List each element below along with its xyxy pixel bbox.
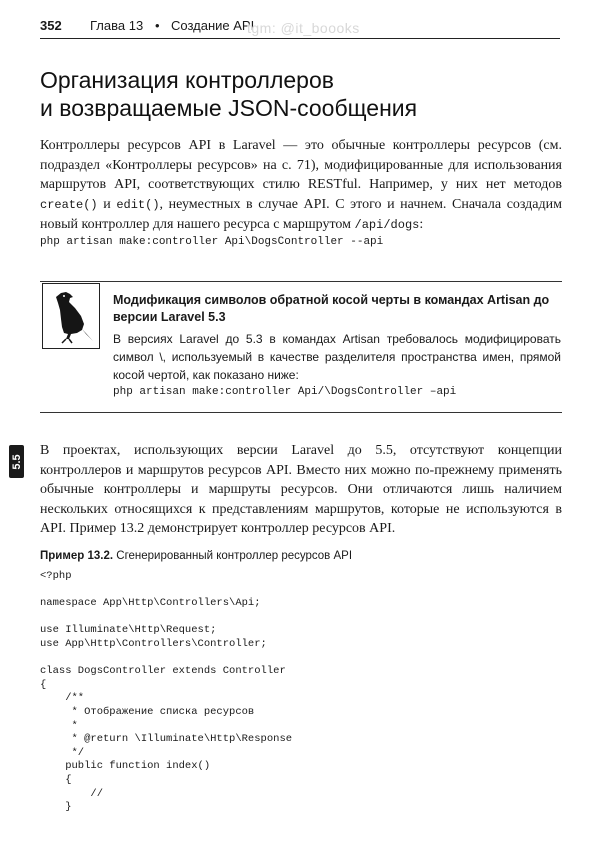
note-command: php artisan make:controller Api/\DogsController –api <box>113 386 457 398</box>
intro-text-a: Контроллеры ресурсов API в Laravel — это обычные контроллеры ресурсов (см. подраздел «Контроллеры ресурсов» на с. 71), модифицированные для использования маршрутов API, соответствующих стилю RESTful. Например, у них нет методов <box>40 138 562 192</box>
note-body: В версиях Laravel до 5.3 в командах Artisan требовалось модифицировать символ \, используемый в качестве разделителя пространства имен, прямой косой чертой, как показано ниже: <box>113 332 561 382</box>
intro-text-b: и <box>97 196 117 212</box>
example-caption-text: Сгенерированный контроллер ресурсов API <box>113 550 353 562</box>
example-label: Пример 13.2. <box>40 550 114 562</box>
note-title: Модификация символов обратной косой черты в командах Artisan до версии Laravel 5.3 <box>113 293 550 324</box>
inline-code-edit: edit() <box>116 197 160 212</box>
example-caption <box>40 550 352 562</box>
section-title-line1: Организация контроллеров <box>40 67 334 93</box>
section-title-line2: и возвращаемые JSON-сообщения <box>40 95 418 121</box>
header-separator: • <box>155 18 160 33</box>
intro-text-d: : <box>419 217 424 232</box>
note-box <box>40 281 562 413</box>
artisan-command: php artisan make:controller Api\DogsController --api <box>40 236 384 248</box>
running-header <box>40 16 560 39</box>
intro-paragraph <box>40 136 562 236</box>
page-number: 352 <box>40 18 62 33</box>
watermark: tgm: @it_boooks <box>247 20 360 36</box>
crow-icon <box>42 283 100 349</box>
inline-code-route: /api/dogs <box>354 218 420 232</box>
intro-text-c: , неуместных в случае API. С этого и начнем. Сначала создадим новый контроллер для нашего ресурса с маршрутом <box>40 196 562 232</box>
chapter-title: Создание API <box>171 18 255 33</box>
versions-paragraph: В проектах, использующих версии Laravel до 5.5, отсутствуют концепции контроллеров и маршрутов ресурсов API. Вместо них можно по-прежнему применять обычные контроллеры и маршруты ресурсов. Они отличаются лишь наличием нескольких относящихся к представлениям маршрутов, которые не используются в API. Пример 13.2 демонстрирует контроллер ресурсов API. <box>40 443 562 536</box>
version-tab <box>9 445 24 478</box>
section-title <box>40 66 560 122</box>
chapter-label: Глава 13 <box>90 18 144 33</box>
inline-code-create: create() <box>40 197 98 212</box>
version-tab-label: 5.5 <box>10 453 23 470</box>
code-listing: <?php namespace App\Http\Controllers\Api; use Illuminate\Http\Request; use App\Http\Controllers\Controller; class DogsController extends Controller { /** * Отображение списка ресурсов * * @return \Illuminate\Http\Response */ public function index() { // } <box>40 570 293 814</box>
